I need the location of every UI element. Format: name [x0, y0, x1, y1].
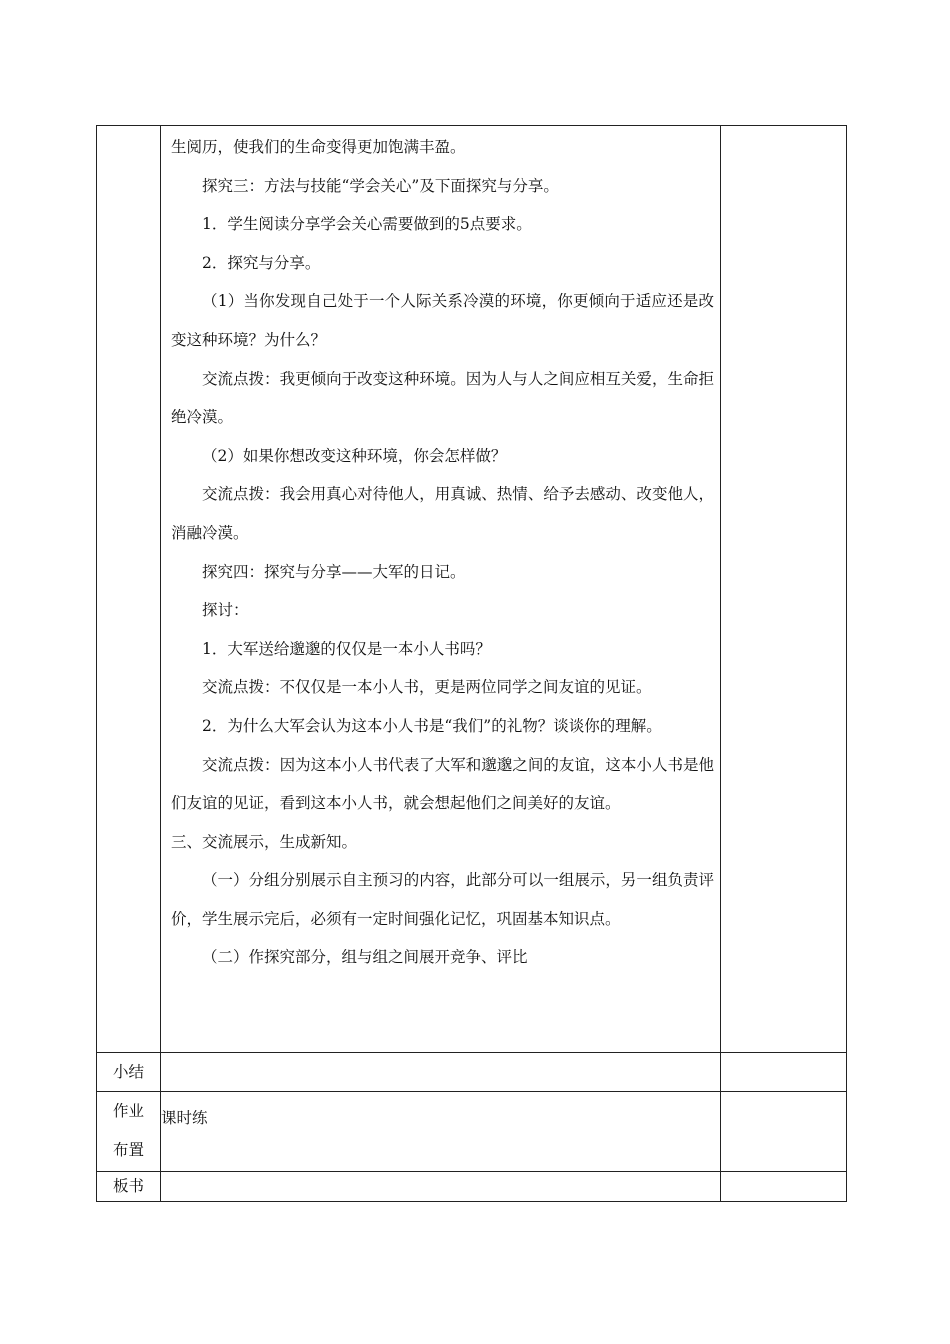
content-paragraph: 生阅历，使我们的生命变得更加饱满丰盈。	[171, 138, 466, 156]
content-paragraph: 交流点拨：因为这本小人书代表了大军和邈邈之间的友谊，这本小人书是他们友谊的见证，看到这本小人书，就会想起他们之间美好的友谊。	[171, 755, 714, 813]
content-paragraph: （2）如果你想改变这种环境，你会怎样做？	[202, 446, 507, 465]
content-paragraph: 1．学生阅读分享学会关心需要做到的5点要求。	[202, 215, 532, 234]
content-paragraph: （二）作探究部分，组与组之间展开竞争、评比	[202, 948, 528, 967]
homework-label	[97, 1092, 161, 1172]
content-paragraph: 交流点拨：不仅仅是一本小人书，更是两位同学之间友谊的见证。	[202, 678, 652, 697]
board-label: 板书	[97, 1172, 161, 1202]
process-content-cell	[161, 126, 721, 1053]
summary-row	[97, 1053, 847, 1092]
homework-notes-cell	[721, 1092, 847, 1172]
content-paragraph: （一）分组分别展示自主预习的内容，此部分可以一组展示，另一组负责评价，学生展示完后，必须有一定时间强化记忆，巩固基本知识点。	[171, 871, 714, 928]
content-paragraph: 交流点拨：我更倾向于改变这种环境。因为人与人之间应相互关爱，生命拒绝冷漠。	[171, 369, 714, 427]
content-paragraph: 1．大军送给邈邈的仅仅是一本小人书吗？	[202, 639, 491, 658]
content-paragraph: 2．为什么大军会认为这本小人书是“我们”的礼物？谈谈你的理解。	[202, 716, 662, 735]
board-row	[97, 1172, 847, 1202]
process-notes-cell	[721, 126, 847, 1053]
content-paragraph: 三、交流展示，生成新知。	[171, 832, 358, 851]
summary-content	[161, 1053, 721, 1092]
content-paragraph: 交流点拨：我会用真心对待他人，用真诚、热情、给予去感动、改变他人，消融冷漠。	[171, 485, 714, 542]
content-paragraph: 2．探究与分享。	[202, 253, 321, 272]
content-paragraph: 探究四：探究与分享——大军的日记。	[202, 562, 466, 581]
board-notes-cell	[721, 1172, 847, 1202]
summary-label: 小结	[97, 1053, 161, 1092]
process-label-cell	[97, 126, 161, 1053]
lesson-content	[161, 126, 720, 977]
homework-content: 课时练	[161, 1092, 721, 1172]
homework-label-line2: 布置	[112, 1141, 144, 1159]
lesson-plan-table	[96, 125, 847, 1202]
homework-label-line1: 作业	[112, 1102, 144, 1120]
content-paragraph: 探讨：	[202, 601, 249, 620]
board-content	[161, 1172, 721, 1202]
content-paragraph: （1）当你发现自己处于一个人际关系冷漠的环境，你更倾向于适应还是改变这种环境？为什么？	[171, 292, 714, 349]
homework-row	[97, 1092, 847, 1172]
process-row	[97, 126, 847, 1053]
content-paragraph: 探究三：方法与技能“学会关心”及下面探究与分享。	[202, 176, 559, 195]
summary-notes-cell	[721, 1053, 847, 1092]
